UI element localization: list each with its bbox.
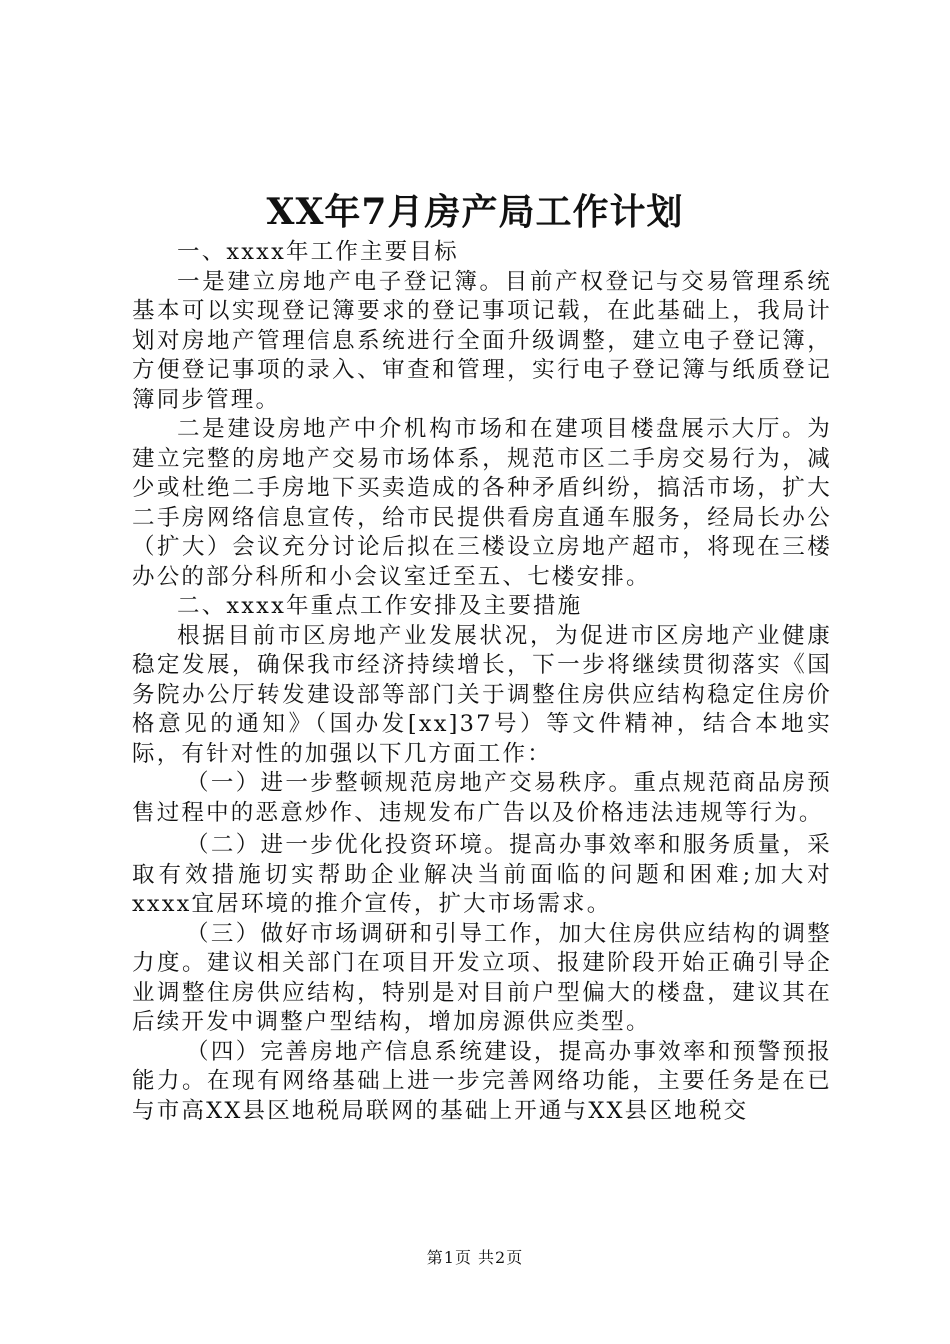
list-item-3: （三）做好市场调研和引导工作，加大住房供应结构的调整力度。建议相关部门在项目开发立项、报建阶段开始正确引导企业调整住房供应结构，特别是对目前户型偏大的楼盘，建议其在后续开发中调整户型结构，增加房源供应类型。 [132, 920, 832, 1035]
document-title: XX年7月房产局工作计划 [266, 191, 684, 233]
list-item-1: （一）进一步整顿规范房地产交易秩序。重点规范商品房预售过程中的恶意炒作、违规发布广告以及价格违法违规等行为。 [132, 770, 832, 826]
paragraph-measures-intro: 根据目前市区房地产业发展状况，为促进市区房地产业健康稳定发展，确保我市经济持续增长，下一步将继续贯彻落实《国务院办公厅转发建设部等部门关于调整住房供应结构稳定住房价格意见的通知》（国办发[xx]37号）等文件精神，结合本地实际，有针对性的加强以下几方面工作： [132, 622, 832, 767]
section-heading-2: 二、xxxx年重点工作安排及主要措施 [177, 593, 583, 619]
paragraph-goal-1: 一是建立房地产电子登记簿。目前产权登记与交易管理系统基本可以实现登记簿要求的登记事项记载，在此基础上，我局计划对房地产管理信息系统进行全面升级调整，建立电子登记簿，方便登记事项的录入、审查和管理，实行电子登记簿与纸质登记簿同步管理。 [132, 268, 832, 413]
paragraph-goal-2: 二是建设房地产中介机构市场和在建项目楼盘展示大厅。为建立完整的房地产交易市场体系，规范市区二手房交易行为，减少或杜绝二手房地下买卖造成的各种矛盾纠纷，搞活市场，扩大二手房网络信息宣传，给市民提供看房直通车服务，经局长办公（扩大）会议充分讨论后拟在三楼设立房地产超市，将现在三楼办公的部分科所和小会议室迁至五、七楼安排。 [132, 416, 832, 590]
section-heading-1: 一、xxxx年工作主要目标 [177, 239, 459, 265]
document-body [132, 238, 832, 1126]
list-item-2: （二）进一步优化投资环境。提高办事效率和服务质量，采取有效措施切实帮助企业解决当前面临的问题和困难;加大对xxxx宜居环境的推介宣传，扩大市场需求。 [132, 832, 832, 917]
page-footer: 第1页 共2页 [426, 1248, 524, 1267]
list-item-4: （四）完善房地产信息系统建设，提高办事效率和预警预报能力。在现有网络基础上进一步完善网络功能，主要任务是在已与市高XX县区地税局联网的基础上开通与XX县区地税交 [132, 1038, 832, 1124]
